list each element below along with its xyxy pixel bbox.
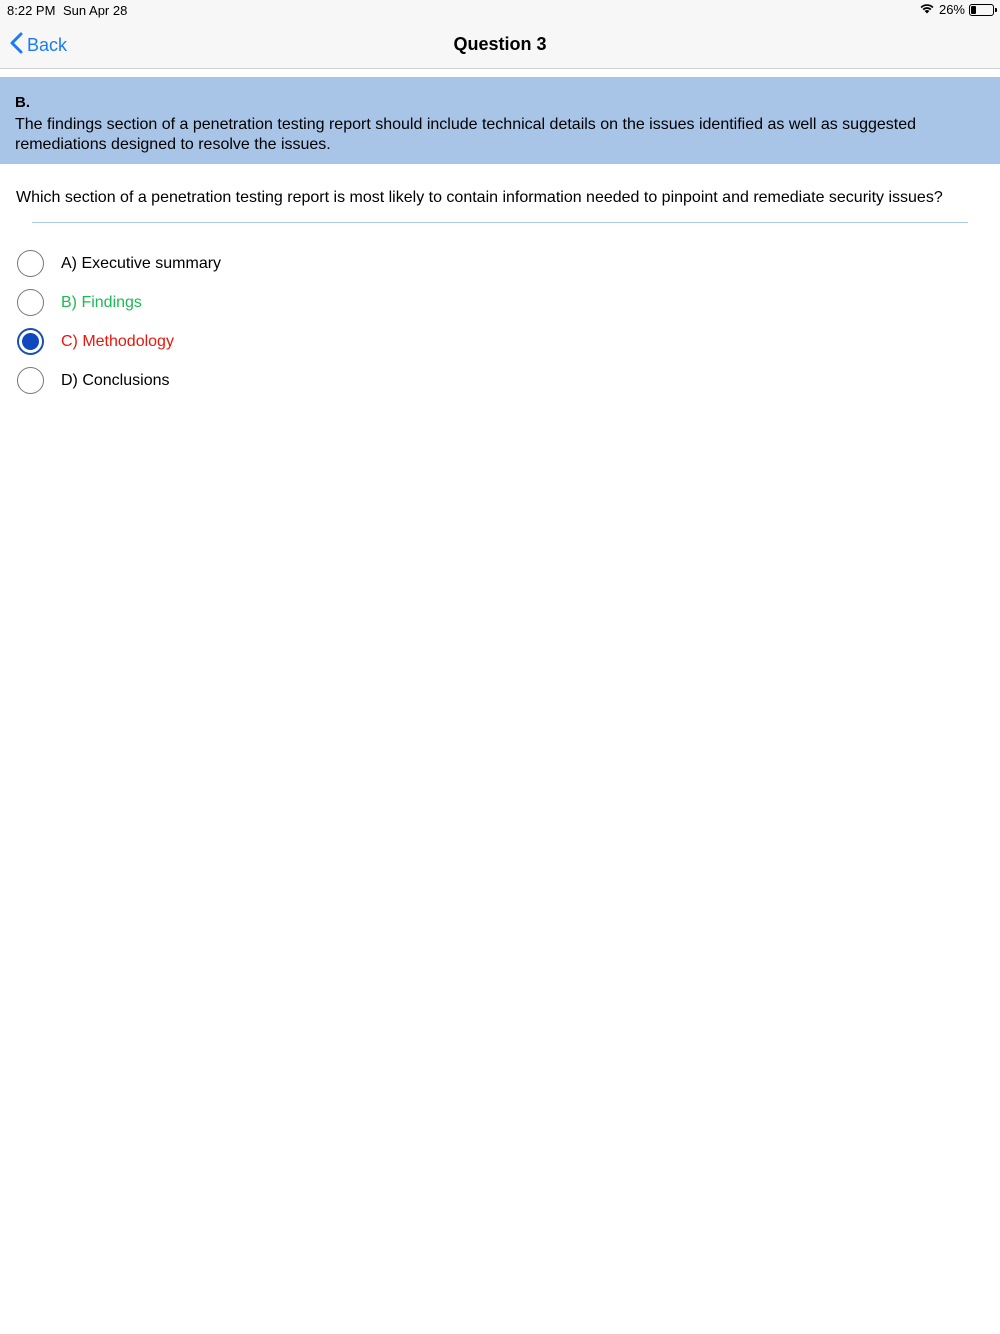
answer-explanation-text: The findings section of a penetration testing report should include technical details on the issues identified as well as suggested remediations designed to resolve the issues.: [15, 116, 916, 153]
status-date: Sun Apr 28: [63, 3, 128, 18]
option-b[interactable]: [17, 283, 221, 322]
question-text: Which section of a penetration testing report is most likely to contain information needed to pinpoint and remediate security issues?: [16, 189, 943, 206]
back-label: Back: [27, 34, 68, 55]
status-indicators: [919, 2, 994, 17]
wifi-icon: [919, 2, 935, 17]
page-title: Question 3: [453, 34, 547, 54]
option-d[interactable]: [17, 361, 221, 400]
option-c[interactable]: [17, 322, 221, 361]
navigation-bar: [0, 20, 1000, 69]
option-a[interactable]: [17, 244, 221, 283]
correct-answer-letter: B.: [15, 94, 30, 111]
battery-percent: 26%: [938, 2, 965, 17]
battery-level: [971, 6, 976, 14]
option-label: B) Findings: [61, 293, 142, 311]
answer-options: [17, 244, 221, 400]
option-label: C) Methodology: [61, 332, 174, 350]
radio-button[interactable]: [17, 328, 44, 355]
option-label: A) Executive summary: [61, 254, 222, 272]
divider: [32, 222, 968, 223]
radio-button[interactable]: [17, 367, 44, 394]
radio-button[interactable]: [17, 289, 44, 316]
status-bar: [0, 0, 1000, 20]
battery-icon: [969, 4, 994, 16]
radio-button[interactable]: [17, 250, 44, 277]
status-time: 8:22 PM: [7, 3, 56, 18]
option-label: D) Conclusions: [61, 371, 170, 389]
answer-explanation-banner: [0, 77, 1000, 164]
